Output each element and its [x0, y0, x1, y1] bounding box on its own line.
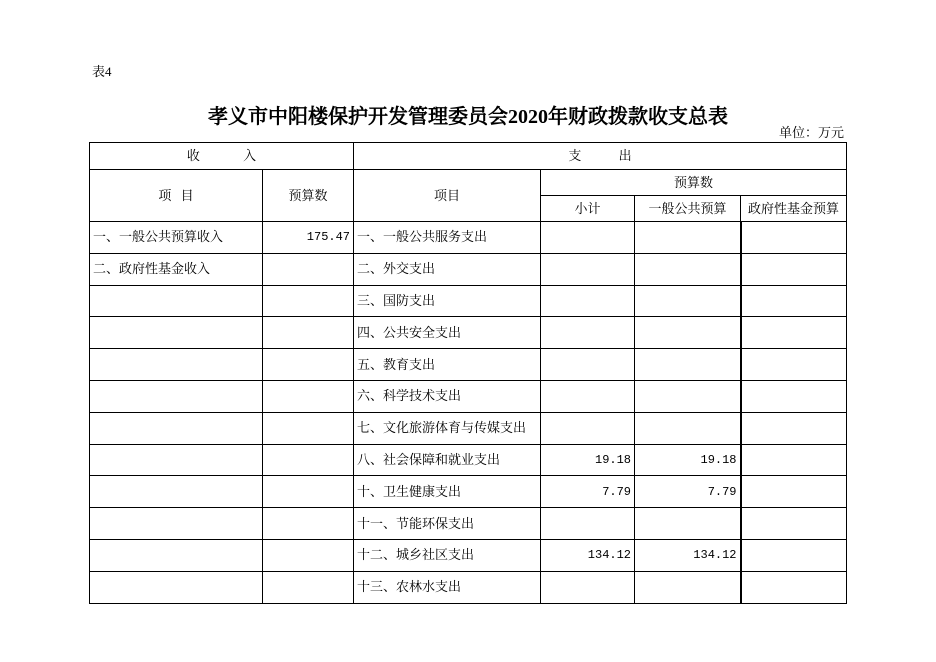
cell-income-item [90, 539, 263, 571]
header-expense: 支 出 [354, 143, 847, 170]
cell-income-budget [263, 444, 354, 476]
cell-expense-item: 十、卫生健康支出 [354, 476, 541, 508]
cell-expense-item: 三、国防支出 [354, 285, 541, 317]
table-row [90, 412, 847, 444]
cell-fund-budget [741, 349, 847, 381]
cell-expense-item: 五、教育支出 [354, 349, 541, 381]
header-income-item: 项 目 [90, 170, 263, 222]
unit-label: 单位：万元 [778, 125, 844, 140]
cell-subtotal: 19.18 [541, 444, 635, 476]
cell-fund-budget [741, 222, 847, 254]
cell-subtotal [541, 412, 635, 444]
cell-expense-item: 七、文化旅游体育与传媒支出 [354, 412, 541, 444]
cell-expense-item: 六、科学技术支出 [354, 380, 541, 412]
cell-income-budget [263, 349, 354, 381]
table-row [90, 380, 847, 412]
cell-general-budget: 134.12 [635, 539, 741, 571]
table-row [90, 285, 847, 317]
header-expense-budget: 预算数 [541, 170, 847, 196]
cell-income-item [90, 317, 263, 349]
cell-subtotal [541, 380, 635, 412]
cell-general-budget [635, 349, 741, 381]
cell-expense-item: 十三、农林水支出 [354, 571, 541, 603]
cell-expense-item: 十一、节能环保支出 [354, 508, 541, 540]
cell-expense-item: 八、社会保障和就业支出 [354, 444, 541, 476]
cell-subtotal [541, 222, 635, 254]
cell-general-budget [635, 412, 741, 444]
cell-general-budget [635, 222, 741, 254]
table-row [90, 349, 847, 381]
cell-income-item [90, 444, 263, 476]
cell-income-item [90, 476, 263, 508]
cell-general-budget [635, 317, 741, 349]
cell-expense-item: 一、一般公共服务支出 [354, 222, 541, 254]
cell-subtotal [541, 285, 635, 317]
header-fund-budget: 政府性基金预算 [741, 196, 847, 222]
cell-fund-budget [741, 285, 847, 317]
cell-income-item [90, 349, 263, 381]
cell-income-item [90, 285, 263, 317]
header-expense-item: 项目 [354, 170, 541, 222]
cell-income-item [90, 412, 263, 444]
cell-general-budget: 19.18 [635, 444, 741, 476]
cell-subtotal [541, 317, 635, 349]
cell-subtotal: 134.12 [541, 539, 635, 571]
cell-income-budget [263, 253, 354, 285]
table-row [90, 317, 847, 349]
cell-fund-budget [741, 571, 847, 603]
cell-income-item [90, 571, 263, 603]
cell-general-budget [635, 253, 741, 285]
budget-summary-table [89, 142, 847, 604]
cell-subtotal [541, 349, 635, 381]
cell-general-budget [635, 508, 741, 540]
cell-income-budget [263, 412, 354, 444]
cell-expense-item: 十二、城乡社区支出 [354, 539, 541, 571]
cell-subtotal [541, 253, 635, 285]
cell-fund-budget [741, 317, 847, 349]
cell-fund-budget [741, 508, 847, 540]
cell-general-budget [635, 285, 741, 317]
table-row [90, 571, 847, 603]
table-body [90, 222, 847, 604]
cell-income-budget [263, 571, 354, 603]
table-row [90, 508, 847, 540]
cell-fund-budget [741, 380, 847, 412]
cell-income-item [90, 508, 263, 540]
header-row-sections [90, 143, 847, 170]
cell-fund-budget [741, 539, 847, 571]
cell-income-budget [263, 317, 354, 349]
cell-income-item [90, 380, 263, 412]
cell-fund-budget [741, 412, 847, 444]
cell-expense-item: 四、公共安全支出 [354, 317, 541, 349]
cell-income-budget [263, 476, 354, 508]
cell-expense-item: 二、外交支出 [354, 253, 541, 285]
cell-income-item: 一、一般公共预算收入 [90, 222, 263, 254]
cell-general-budget [635, 571, 741, 603]
cell-subtotal [541, 508, 635, 540]
header-general-budget: 一般公共预算 [635, 196, 741, 222]
page-title: 孝义市中阳楼保护开发管理委员会2020年财政拨款收支总表 [208, 106, 728, 128]
cell-income-budget [263, 539, 354, 571]
cell-income-budget [263, 285, 354, 317]
header-income-budget: 预算数 [263, 170, 354, 222]
table-row [90, 539, 847, 571]
table-row [90, 476, 847, 508]
cell-fund-budget [741, 444, 847, 476]
table-row [90, 222, 847, 254]
header-subtotal: 小计 [541, 196, 635, 222]
table-row [90, 444, 847, 476]
table-row [90, 253, 847, 285]
cell-general-budget [635, 380, 741, 412]
table-number: 表4 [92, 64, 112, 79]
header-income: 收 入 [90, 143, 354, 170]
cell-fund-budget [741, 476, 847, 508]
cell-income-budget: 175.47 [263, 222, 354, 254]
header-row-columns [90, 170, 847, 196]
cell-income-budget [263, 380, 354, 412]
cell-income-item: 二、政府性基金收入 [90, 253, 263, 285]
cell-subtotal: 7.79 [541, 476, 635, 508]
cell-subtotal [541, 571, 635, 603]
cell-income-budget [263, 508, 354, 540]
cell-general-budget: 7.79 [635, 476, 741, 508]
cell-fund-budget [741, 253, 847, 285]
